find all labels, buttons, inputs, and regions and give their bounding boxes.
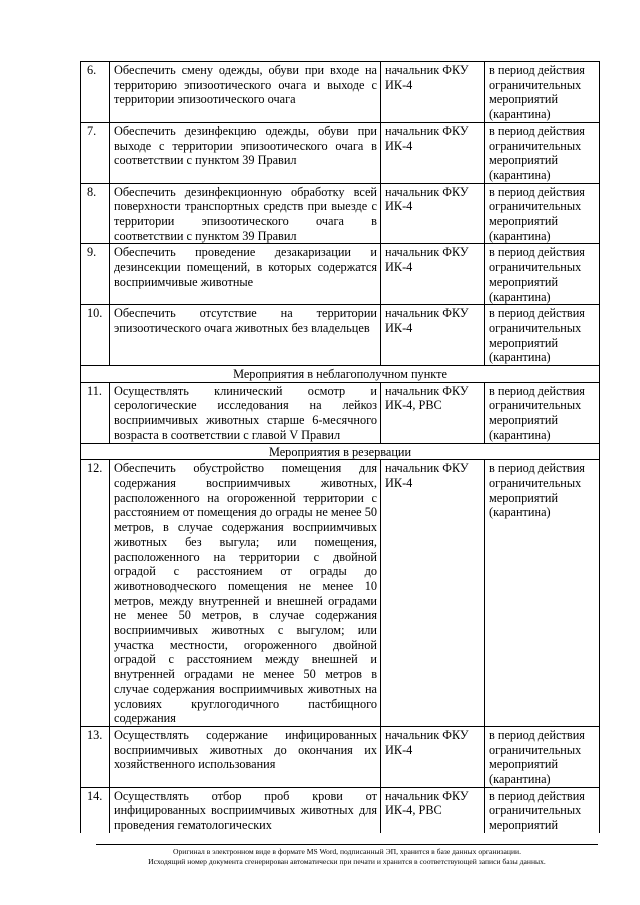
footer-line-2: Исходящий номер документа сгенерирован автоматически при печати и хранится в соответствующей записи базы данных.	[148, 857, 546, 866]
section-header-row	[81, 443, 600, 460]
row-number: 9.	[81, 244, 110, 305]
row-number: 8.	[81, 183, 110, 244]
responsible-person: начальник ФКУ ИК-4	[381, 305, 485, 366]
period-text: в период действия ограничительных мероприятий (карантина)	[485, 382, 600, 443]
responsible-person: начальник ФКУ ИК-4, РВС	[381, 382, 485, 443]
responsible-person: начальник ФКУ ИК-4	[381, 122, 485, 183]
measure-text: Обеспечить дезинфекционную обработку всей поверхности транспортных средств при выезде с территории эпизоотического очага в соответствии с пунктом 39 Правил	[110, 183, 381, 244]
period-text: в период действия ограничительных мероприятий (карантина)	[485, 122, 600, 183]
measure-text: Осуществлять отбор проб крови от инфицированных восприимчивых животных для проведения гематологических	[110, 787, 381, 833]
period-text: в период действия ограничительных мероприятий (карантина)	[485, 244, 600, 305]
responsible-person: начальник ФКУ ИК-4	[381, 183, 485, 244]
responsible-person: начальник ФКУ ИК-4	[381, 460, 485, 727]
row-number: 11.	[81, 382, 110, 443]
table-row	[81, 183, 600, 244]
row-number: 14.	[81, 787, 110, 833]
responsible-person: начальник ФКУ ИК-4	[381, 726, 485, 787]
table-row	[81, 787, 600, 833]
measure-text: Обеспечить смену одежды, обуви при входе на территорию эпизоотического очага и выходе с территории эпизоотического очага	[110, 62, 381, 123]
row-number: 12.	[81, 460, 110, 727]
footer-divider	[96, 844, 598, 845]
period-text: в период действия ограничительных мероприятий (карантина)	[485, 62, 600, 123]
table-row	[81, 122, 600, 183]
table-row	[81, 62, 600, 123]
row-number: 7.	[81, 122, 110, 183]
measure-text: Осуществлять клинический осмотр и серологические исследования на лейкоз восприимчивых животных старше 6-месячного возраста в соответствии с главой V Правил	[110, 382, 381, 443]
measure-text: Обеспечить проведение дезакаризации и дезинсекции помещений, в которых содержатся восприимчивые животные	[110, 244, 381, 305]
period-text: в период действия ограничительных мероприятий (карантина)	[485, 460, 600, 727]
row-number: 13.	[81, 726, 110, 787]
footer-note	[96, 847, 598, 867]
section-title: Мероприятия в неблагополучном пункте	[81, 366, 600, 383]
responsible-person: начальник ФКУ ИК-4, РВС	[381, 787, 485, 833]
table-row	[81, 460, 600, 727]
measure-text: Обеспечить дезинфекцию одежды, обуви при выходе с территории эпизоотического очага в соответствии с пунктом 39 Правил	[110, 122, 381, 183]
period-text: в период действия ограничительных мероприятий (карантина)	[485, 183, 600, 244]
period-text: в период действия ограничительных мероприятий	[485, 787, 600, 833]
section-header-row	[81, 366, 600, 383]
table-row	[81, 305, 600, 366]
responsible-person: начальник ФКУ ИК-4	[381, 62, 485, 123]
table-row	[81, 726, 600, 787]
footer-line-1: Оригинал в электронном виде в формате MS Word, подписанный ЭП, хранится в базе данных организации.	[173, 847, 521, 856]
measure-text: Обеспечить обустройство помещения для содержания восприимчивых животных, расположенного на огороженной территории с расстоянием от помещения до ограды не менее 50 метров, в случае содержания восприимчивых животных без выгула; или помещения, расположенного на территории с двойной оградой с расстоянием от ограды до животноводческого помещения не менее 10 метров, между внутренней и внешней оградами не менее 50 метров, в случае содержания восприимчивых животных с выгулом; или участка местности, огороженного двойной оградой с расстоянием между внешней и внутренней оградами не менее 50 метров в случае содержания восприимчивых животных на условиях круглогодичного пастбищного содержания	[110, 460, 381, 727]
measure-text: Обеспечить отсутствие на территории эпизоотического очага животных без владельцев	[110, 305, 381, 366]
measures-table	[80, 61, 600, 833]
row-number: 10.	[81, 305, 110, 366]
section-title: Мероприятия в резервации	[81, 443, 600, 460]
row-number: 6.	[81, 62, 110, 123]
table-row	[81, 244, 600, 305]
responsible-person: начальник ФКУ ИК-4	[381, 244, 485, 305]
measure-text: Осуществлять содержание инфицированных восприимчивых животных до окончания их хозяйственного использования	[110, 726, 381, 787]
table-row	[81, 382, 600, 443]
period-text: в период действия ограничительных мероприятий (карантина)	[485, 305, 600, 366]
period-text: в период действия ограничительных мероприятий (карантина)	[485, 726, 600, 787]
